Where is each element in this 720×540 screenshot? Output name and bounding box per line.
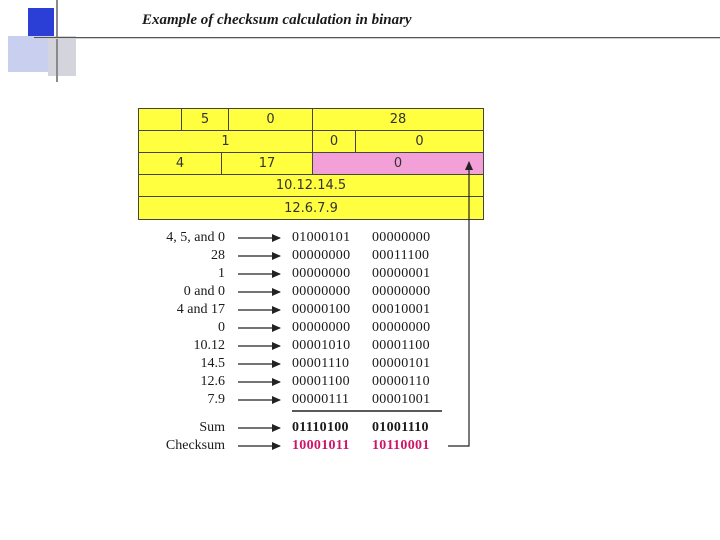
checksum-binary-high: 10001011: [292, 438, 350, 453]
row-label: 10.12: [193, 338, 225, 353]
row-binary-low: 00000000: [372, 284, 431, 299]
row-binary-low: 00000000: [372, 320, 431, 335]
row-binary-high: 00001110: [292, 356, 350, 371]
row-binary-low: 00001100: [372, 338, 430, 353]
sum-binary-high: 01110100: [292, 420, 349, 435]
header-cell-flags: 0: [312, 130, 356, 153]
row-binary-high: 00000100: [292, 302, 351, 317]
row-binary-low: 00000110: [372, 374, 430, 389]
row-binary-high: 00001010: [292, 338, 351, 353]
header-cell-checksum: 0: [312, 152, 484, 175]
row-label: 28: [211, 248, 225, 263]
header-cell-fragment-offset: 0: [355, 130, 484, 153]
row-binary-low: 00001001: [372, 392, 431, 407]
header-cell-total-length: 28: [312, 108, 484, 131]
header-cell-version: 5: [181, 108, 229, 131]
row-binary-high: 00000111: [292, 392, 350, 407]
row-binary-high: 01000101: [292, 230, 351, 245]
row-label: 4 and 17: [176, 302, 225, 317]
checksum-return-arrow: [448, 162, 469, 446]
row-label: 0: [218, 320, 225, 335]
sum-binary-low: 01001110: [372, 420, 429, 435]
header-cell-identification: 1: [138, 130, 313, 153]
row-label: 1: [218, 266, 225, 281]
row-label: 12.6: [200, 374, 225, 389]
row-binary-high: 00000000: [292, 284, 351, 299]
row-binary-high: 00000000: [292, 248, 351, 263]
row-binary-low: 00010001: [372, 302, 431, 317]
row-label: 7.9: [207, 392, 225, 407]
row-label: 0 and 0: [183, 284, 225, 299]
row-binary-high: 00000000: [292, 320, 351, 335]
page-title: Example of checksum calculation in binary: [142, 12, 412, 28]
row-binary-low: 00000101: [372, 356, 431, 371]
row-label: 14.5: [200, 356, 225, 371]
checksum-label: Checksum: [165, 438, 225, 453]
header-cell-ttl: 4: [138, 152, 222, 175]
row-binary-low: 00011100: [372, 248, 430, 263]
row-binary-high: 00001100: [292, 374, 350, 389]
header-cell-destination-address: 12.6.7.9: [138, 196, 484, 220]
row-binary-low: 00000000: [372, 230, 431, 245]
row-binary-low: 00000001: [372, 266, 431, 281]
row-binary-high: 00000000: [292, 266, 351, 281]
header-cell-service-type: 0: [228, 108, 313, 131]
header-cell-protocol: 17: [221, 152, 313, 175]
checksum-binary-low: 10110001: [372, 438, 430, 453]
sum-label: Sum: [199, 420, 225, 435]
header-cell-source-address: 10.12.14.5: [138, 174, 484, 197]
row-label: 4, 5, and 0: [166, 230, 225, 245]
